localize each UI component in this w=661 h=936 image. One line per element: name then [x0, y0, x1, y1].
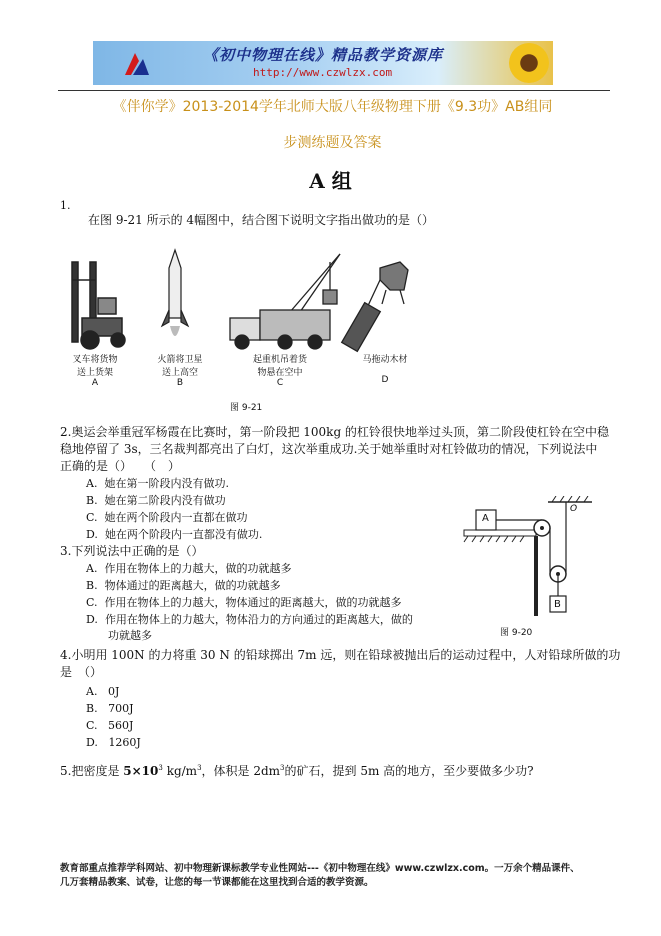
q1-panel-a-caption: 叉车将货物 送上货架 A [72, 355, 118, 388]
q1-text: 在图 9-21 所示的 4幅图中，结合图下说明文字指出做功的是（） [88, 213, 435, 227]
q2-line3: 正确的是（） （ ） [60, 459, 181, 473]
site-banner [93, 41, 553, 85]
rocket-icon [162, 250, 188, 336]
doc-title-line2: 步测练题及答案 [283, 135, 382, 151]
group-heading: A 组 [309, 169, 352, 193]
q5-text: 5.把密度是 $5\times 10^3$ $kg/m^3$，体积是 $2dm^3$的矿石，提到 5m 高的地方，至少要做多少功? [60, 764, 534, 778]
q1-number: 1. [60, 199, 71, 212]
footer-line1: 教育部重点推荐学科网站、初中物理新课标教学专业性网站---《初中物理在线》www.czwlzx.com。一万余个精品课件、 [60, 863, 580, 874]
q3-option-b: B. 物体通过的距离越大，做的功就越多 [86, 579, 281, 592]
q2-line2: 稳地停留了 3s，三名裁判都亮出了白灯，这次举重成功.关于她举重时对杠铃做功的情况，下列说法中 [60, 442, 598, 456]
q2-option-d: D. 她在两个阶段内一直都没有做功. [86, 528, 263, 541]
crane-truck-icon [230, 254, 340, 349]
q2-line1: 2.奥运会举重冠军杨霞在比赛时，第一阶段把 100kg 的杠铃很快地举过头顶，第二阶段使杠铃在空中稳 [60, 425, 609, 439]
fig920-label-a: A [482, 513, 489, 524]
q3-option-a: A. 作用在物体上的力越大，做的功就越多 [86, 562, 292, 575]
forklift-icon [72, 262, 125, 349]
figure-9-20 [462, 496, 602, 641]
banner-title: 《初中物理在线》精品教学资源库 [203, 46, 444, 64]
site-logo-icon [121, 49, 151, 79]
fig920-label-o: O [570, 504, 578, 514]
page-footer [60, 862, 620, 890]
sunflower-icon [509, 43, 549, 83]
q4-option-d: D. 1260J [86, 736, 141, 749]
figure-9-20-caption: 图 9-20 [500, 628, 533, 638]
q1-panel-c-caption: 起重机吊着货 物悬在空中 C [252, 355, 307, 388]
q1-panel-b-caption: 火箭将卫星 送上高空 B [157, 355, 203, 388]
q4-option-b: B. 700J [86, 702, 134, 715]
q2-option-a: A. 她在第一阶段内没有做功. [86, 477, 229, 490]
q3-option-d: D. 作用在物体上的力越大，物体沿力的方向通过的距离越大，做的 [86, 613, 413, 626]
q3-option-d-cont: 功就越多 [108, 629, 152, 642]
q2-option-b: B. 她在第二阶段内没有做功 [86, 494, 226, 507]
footer-line2: 几万套精品教案、试卷，让您的每一节课都能在这里找到合适的教学资源。 [60, 877, 374, 888]
q4-line2: 是 （） [60, 665, 103, 679]
horse-log-icon [342, 262, 408, 351]
header-rule [58, 90, 610, 91]
q1-panel-d-caption: 马拖动木材 D [362, 355, 408, 385]
q3-option-c: C. 作用在物体上的力越大，物体通过的距离越大，做的功就越多 [86, 596, 402, 609]
q2-option-c: C. 她在两个阶段内一直都在做功 [86, 511, 248, 524]
q4-line1: 4.小明用 100N 的力将重 30 N 的铅球掷出 7m 远，则在铅球被抛出后的运动过程中，人对铅球所做的功 [60, 648, 621, 662]
q4-option-a: A. 0J [86, 685, 120, 698]
figure-9-21 [60, 240, 420, 415]
banner-url[interactable]: http://www.czwlzx.com [253, 66, 393, 79]
fig920-label-b: B [554, 599, 561, 610]
q4-option-c: C. 560J [86, 719, 134, 732]
q3-stem: 3.下列说法中正确的是（） [60, 544, 204, 558]
doc-title-line1: 《伴你学》2013-2014学年北师大版八年级物理下册《9.3功》AB组同 [112, 99, 553, 115]
figure-9-21-caption: 图 9-21 [230, 403, 263, 413]
